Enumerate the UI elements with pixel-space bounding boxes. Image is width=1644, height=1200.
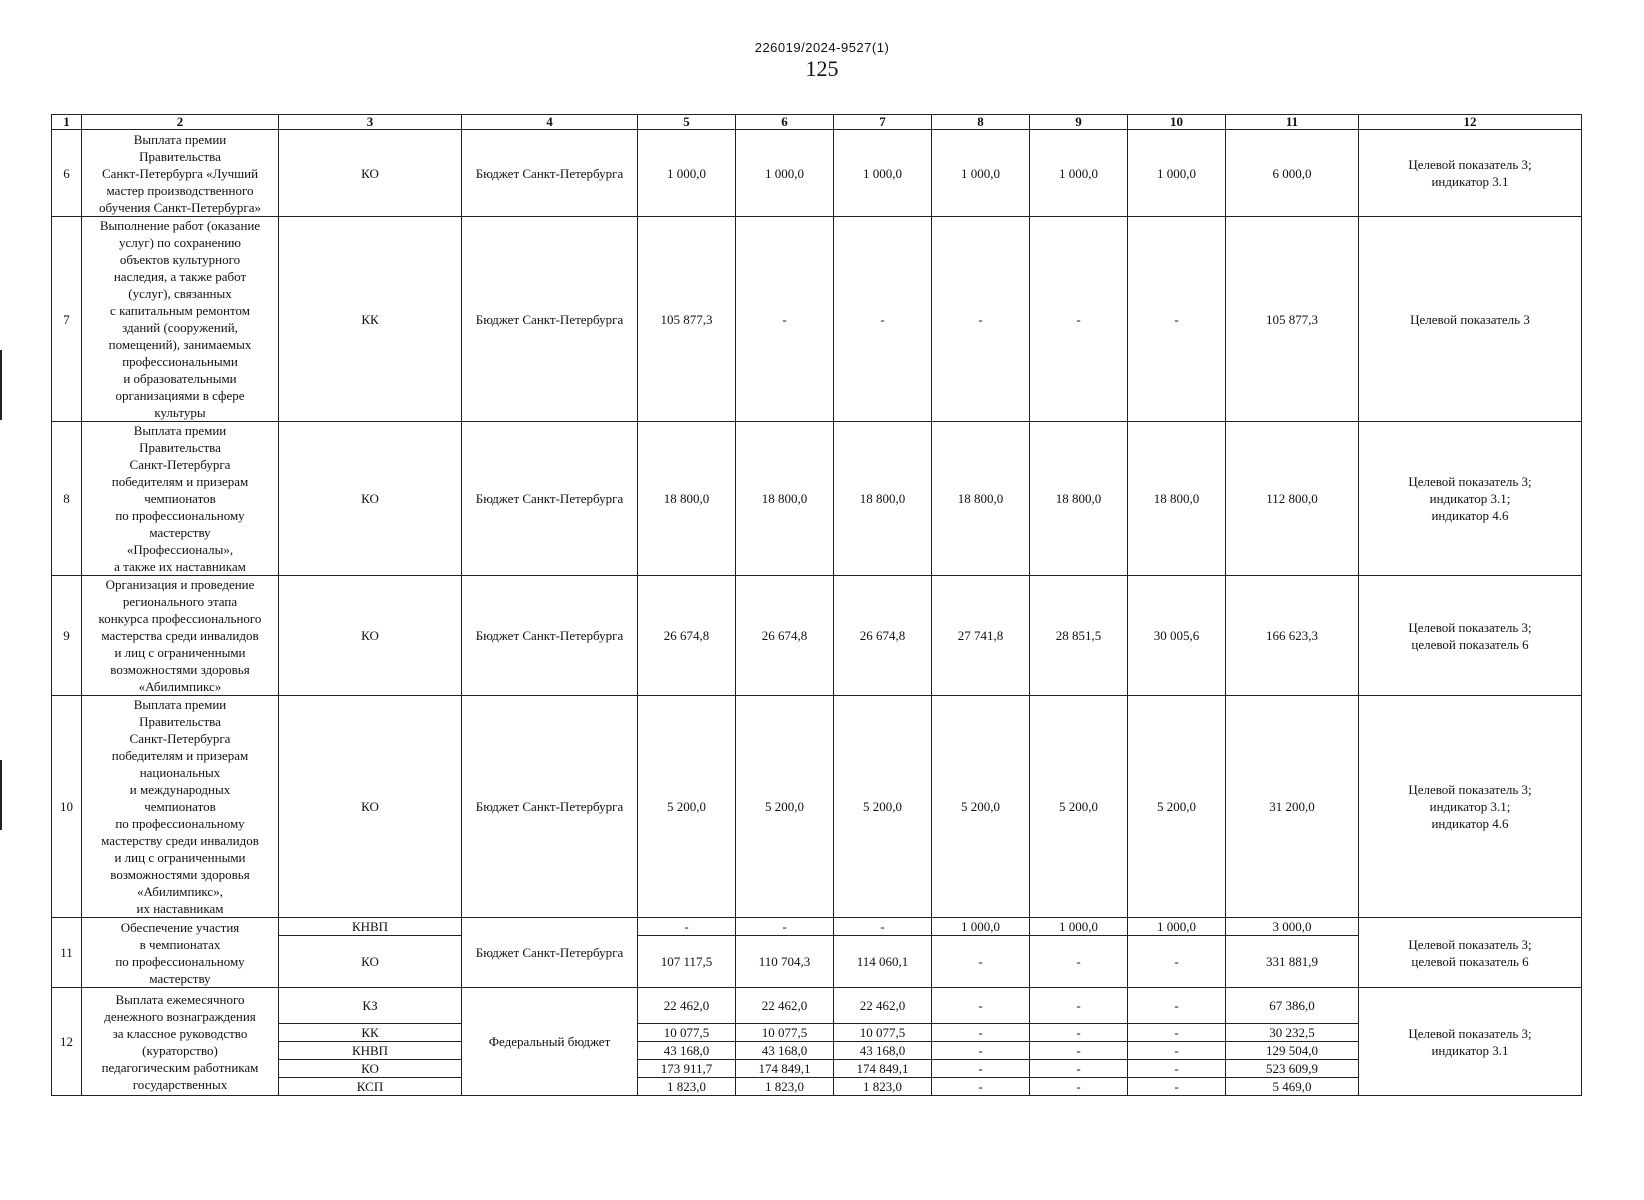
- activity-name-line: Выплата ежемесячного: [115, 991, 245, 1007]
- column-header: 12: [1359, 115, 1582, 130]
- year-value: 5 200,0: [932, 696, 1030, 918]
- year-value: 107 117,5: [638, 936, 736, 988]
- row-number: 12: [52, 988, 82, 1096]
- table-row: [52, 918, 1582, 936]
- total-value: 105 877,3: [1226, 217, 1359, 422]
- funding-source: Бюджет Санкт-Петербурга: [462, 422, 638, 576]
- year-value: -: [932, 1042, 1030, 1060]
- activity-name-line: регионального этапа: [122, 594, 238, 609]
- activity-name: [82, 918, 279, 988]
- column-header: 8: [932, 115, 1030, 130]
- year-value: 105 877,3: [638, 217, 736, 422]
- activity-name-line: конкурса профессионального: [98, 611, 262, 626]
- year-value: 22 462,0: [638, 988, 736, 1024]
- total-value: 523 609,9: [1226, 1060, 1359, 1078]
- indicators: [1359, 130, 1582, 217]
- activity-name-line: государственных: [132, 1076, 228, 1092]
- activity-name-line: по профессиональному: [115, 508, 245, 523]
- document-id: 226019/2024-9527(1): [754, 40, 890, 55]
- indicator-line: индикатор 4.6: [1431, 508, 1509, 523]
- year-value: 43 168,0: [736, 1042, 834, 1060]
- column-header: 11: [1226, 115, 1359, 130]
- activity-name-line: и лиц с ограниченными: [114, 645, 246, 660]
- year-value: 1 000,0: [638, 130, 736, 217]
- table-row: [52, 1060, 1582, 1078]
- year-value: -: [932, 1060, 1030, 1078]
- indicator-line: индикатор 3.1: [1431, 174, 1509, 189]
- budget-code: КСП: [279, 1078, 462, 1096]
- funding-source: Федеральный бюджет: [462, 988, 638, 1096]
- table-row: [52, 1078, 1582, 1096]
- year-value: -: [1030, 988, 1128, 1024]
- year-value: 22 462,0: [834, 988, 932, 1024]
- indicator-line: Целевой показатель 3;: [1408, 619, 1532, 635]
- year-value: 1 000,0: [932, 918, 1030, 936]
- year-value: -: [1030, 936, 1128, 988]
- year-value: -: [1030, 1060, 1128, 1078]
- activity-name: [82, 576, 279, 696]
- row-number: 6: [52, 130, 82, 217]
- budget-code: КК: [279, 217, 462, 422]
- activity-name: [82, 217, 279, 422]
- activity-name-line: культуры: [154, 405, 206, 420]
- indicator-line: целевой показатель 6: [1411, 636, 1529, 652]
- budget-code: КЗ: [279, 988, 462, 1024]
- column-number-row: [52, 115, 1582, 130]
- year-value: 26 674,8: [638, 576, 736, 696]
- column-header: 2: [82, 115, 279, 130]
- activity-name-line: Санкт-Петербурга «Лучший: [101, 165, 259, 181]
- year-value: 43 168,0: [638, 1042, 736, 1060]
- year-value: -: [932, 1024, 1030, 1042]
- activity-name-line: их наставникам: [136, 901, 224, 916]
- total-value: 129 504,0: [1226, 1042, 1359, 1060]
- budget-code: КК: [279, 1024, 462, 1042]
- budget-code: КО: [279, 936, 462, 988]
- total-value: 30 232,5: [1226, 1024, 1359, 1042]
- table-row: [52, 130, 1582, 217]
- year-value: 1 823,0: [834, 1078, 932, 1096]
- year-value: 1 823,0: [736, 1078, 834, 1096]
- scan-edge-mark: [0, 760, 2, 830]
- activity-name-line: и образовательными: [123, 371, 237, 386]
- budget-code: КО: [279, 1060, 462, 1078]
- year-value: 10 077,5: [834, 1024, 932, 1042]
- activity-name-line: Выплата премии: [133, 697, 227, 712]
- activity-name-line: и лиц с ограниченными: [114, 850, 246, 865]
- year-value: 5 200,0: [638, 696, 736, 918]
- activity-name: [82, 130, 279, 217]
- indicator-line: Целевой показатель 3;: [1408, 936, 1532, 952]
- year-value: 110 704,3: [736, 936, 834, 988]
- total-value: 112 800,0: [1226, 422, 1359, 576]
- year-value: -: [834, 918, 932, 936]
- year-value: -: [1128, 1060, 1226, 1078]
- year-value: 5 200,0: [1128, 696, 1226, 918]
- activity-name-line: услуг) по сохранению: [119, 235, 241, 250]
- scan-edge-mark: [0, 350, 2, 420]
- indicator-line: Целевой показатель 3;: [1408, 782, 1532, 797]
- activity-name-line: Выполнение работ (оказание: [99, 218, 261, 233]
- row-number: 9: [52, 576, 82, 696]
- year-value: 1 000,0: [932, 130, 1030, 217]
- budget-code: КНВП: [279, 918, 462, 936]
- column-header: 1: [52, 115, 82, 130]
- activity-name-line: Организация и проведение: [105, 577, 255, 592]
- activity-name: [82, 422, 279, 576]
- year-value: -: [1030, 1042, 1128, 1060]
- indicator-line: индикатор 3.1;: [1429, 799, 1511, 814]
- activity-name-line: мастер производственного: [106, 182, 254, 198]
- activity-name-line: (услуг), связанных: [128, 286, 232, 301]
- budget-code: КО: [279, 130, 462, 217]
- total-value: 331 881,9: [1226, 936, 1359, 988]
- activity-name-line: Выплата премии: [133, 423, 227, 438]
- total-value: 6 000,0: [1226, 130, 1359, 217]
- activity-name: [82, 696, 279, 918]
- year-value: -: [1128, 988, 1226, 1024]
- year-value: 1 000,0: [1030, 130, 1128, 217]
- activity-name-line: Правительства: [139, 440, 221, 455]
- activity-name-line: объектов культурного: [119, 252, 241, 267]
- year-value: -: [1128, 936, 1226, 988]
- year-value: 114 060,1: [834, 936, 932, 988]
- indicator-line: Целевой показатель 3;: [1408, 474, 1532, 489]
- year-value: 173 911,7: [638, 1060, 736, 1078]
- year-value: 10 077,5: [638, 1024, 736, 1042]
- table-row: [52, 576, 1582, 696]
- total-value: 31 200,0: [1226, 696, 1359, 918]
- activity-name-line: мастерству среди инвалидов: [101, 833, 259, 848]
- year-value: 18 800,0: [638, 422, 736, 576]
- year-value: -: [1030, 217, 1128, 422]
- year-value: -: [932, 217, 1030, 422]
- activity-name-line: Санкт-Петербурга: [129, 731, 231, 746]
- activity-name-line: национальных: [139, 765, 221, 780]
- year-value: 10 077,5: [736, 1024, 834, 1042]
- activity-name-line: мастерству: [149, 525, 211, 540]
- year-value: -: [932, 936, 1030, 988]
- year-value: 174 849,1: [736, 1060, 834, 1078]
- year-value: 18 800,0: [1030, 422, 1128, 576]
- indicator-line: целевой показатель 6: [1411, 953, 1529, 969]
- table-row: [52, 936, 1582, 988]
- activity-name-line: за классное руководство: [112, 1025, 248, 1041]
- year-value: 22 462,0: [736, 988, 834, 1024]
- activity-name-line: помещений), занимаемых: [108, 337, 252, 352]
- activity-name-line: Правительства: [139, 148, 221, 164]
- indicators: [1359, 988, 1582, 1096]
- year-value: 1 000,0: [736, 130, 834, 217]
- activity-name-line: мастерства среди инвалидов: [101, 628, 259, 643]
- year-value: 5 200,0: [1030, 696, 1128, 918]
- budget-code: КО: [279, 696, 462, 918]
- year-value: -: [1030, 1024, 1128, 1042]
- row-number: 8: [52, 422, 82, 576]
- total-value: 166 623,3: [1226, 576, 1359, 696]
- activity-name-line: Обеспечение участия: [120, 919, 240, 935]
- indicators: [1359, 576, 1582, 696]
- total-value: 67 386,0: [1226, 988, 1359, 1024]
- year-value: 1 000,0: [1128, 918, 1226, 936]
- activity-name-line: чемпионатов: [144, 799, 216, 814]
- funding-source: Бюджет Санкт-Петербурга: [462, 696, 638, 918]
- year-value: -: [1128, 1042, 1226, 1060]
- year-value: 1 000,0: [1030, 918, 1128, 936]
- year-value: -: [736, 217, 834, 422]
- activity-name-line: Выплата премии: [133, 131, 227, 147]
- activity-name-line: Правительства: [139, 714, 221, 729]
- budget-table: [51, 114, 1582, 1096]
- column-header: 9: [1030, 115, 1128, 130]
- activity-name-line: в чемпионатах: [139, 936, 221, 952]
- year-value: -: [736, 918, 834, 936]
- indicator-line: индикатор 3.1: [1431, 1042, 1509, 1058]
- year-value: 5 200,0: [834, 696, 932, 918]
- indicator-line: Целевой показатель 3: [1410, 311, 1530, 327]
- year-value: -: [1128, 1078, 1226, 1096]
- activity-name-line: профессиональными: [122, 354, 238, 369]
- table-row: [52, 696, 1582, 918]
- year-value: -: [932, 988, 1030, 1024]
- year-value: 43 168,0: [834, 1042, 932, 1060]
- activity-name-line: «Абилимпикс»,: [137, 884, 223, 899]
- activity-name-line: обучения Санкт-Петербурга»: [99, 199, 261, 215]
- activity-name-line: по профессиональному: [115, 953, 245, 969]
- year-value: 18 800,0: [932, 422, 1030, 576]
- year-value: 1 823,0: [638, 1078, 736, 1096]
- activity-name-line: организациями в сфере: [115, 388, 245, 403]
- page-number: 125: [805, 56, 839, 81]
- row-number: 7: [52, 217, 82, 422]
- column-header: 6: [736, 115, 834, 130]
- activity-name: [82, 988, 279, 1096]
- budget-code: КНВП: [279, 1042, 462, 1060]
- total-value: 3 000,0: [1226, 918, 1359, 936]
- activity-name-line: мастерству: [149, 970, 211, 986]
- year-value: 18 800,0: [834, 422, 932, 576]
- year-value: 26 674,8: [834, 576, 932, 696]
- funding-source: Бюджет Санкт-Петербурга: [462, 130, 638, 217]
- year-value: 30 005,6: [1128, 576, 1226, 696]
- table-row: [52, 1042, 1582, 1060]
- budget-code: КО: [279, 576, 462, 696]
- year-value: 5 200,0: [736, 696, 834, 918]
- activity-name-line: педагогическим работникам: [101, 1059, 259, 1075]
- activity-name-line: (кураторство): [142, 1042, 218, 1058]
- indicators: [1359, 696, 1582, 918]
- activity-name-line: «Абилимпикс»: [138, 679, 222, 694]
- year-value: 1 000,0: [1128, 130, 1226, 217]
- column-header: 3: [279, 115, 462, 130]
- column-header: 10: [1128, 115, 1226, 130]
- activity-name-line: с капитальным ремонтом: [110, 303, 250, 318]
- year-value: 18 800,0: [736, 422, 834, 576]
- table-row: [52, 1024, 1582, 1042]
- activity-name-line: «Профессионалы»,: [126, 542, 234, 557]
- year-value: 1 000,0: [834, 130, 932, 217]
- year-value: -: [1128, 217, 1226, 422]
- indicators: [1359, 422, 1582, 576]
- funding-source: Бюджет Санкт-Петербурга: [462, 576, 638, 696]
- row-number: 10: [52, 696, 82, 918]
- activity-name-line: Санкт-Петербурга: [129, 457, 231, 472]
- year-value: -: [638, 918, 736, 936]
- indicator-line: Целевой показатель 3;: [1408, 157, 1532, 172]
- activity-name-line: наследия, а также работ: [113, 269, 247, 284]
- year-value: 26 674,8: [736, 576, 834, 696]
- row-number: 11: [52, 918, 82, 988]
- activity-name-line: победителям и призерам: [111, 748, 249, 763]
- year-value: -: [1030, 1078, 1128, 1096]
- table-row: [52, 422, 1582, 576]
- year-value: 28 851,5: [1030, 576, 1128, 696]
- year-value: -: [834, 217, 932, 422]
- table-row: [52, 217, 1582, 422]
- year-value: 27 741,8: [932, 576, 1030, 696]
- year-value: -: [932, 1078, 1030, 1096]
- indicator-line: Целевой показатель 3;: [1408, 1025, 1532, 1041]
- activity-name-line: по профессиональному: [115, 816, 245, 831]
- funding-source: Бюджет Санкт-Петербурга: [462, 217, 638, 422]
- activity-name-line: денежного вознаграждения: [104, 1008, 256, 1024]
- activity-name-line: и международных: [129, 782, 231, 797]
- column-header: 5: [638, 115, 736, 130]
- indicators: [1359, 918, 1582, 988]
- table-row: [52, 988, 1582, 1024]
- indicators: [1359, 217, 1582, 422]
- activity-name-line: возможностями здоровья: [110, 867, 250, 882]
- activity-name-line: зданий (сооружений,: [122, 320, 238, 335]
- total-value: 5 469,0: [1226, 1078, 1359, 1096]
- column-header: 4: [462, 115, 638, 130]
- budget-code: КО: [279, 422, 462, 576]
- funding-source: Бюджет Санкт-Петербурга: [462, 918, 638, 988]
- year-value: 174 849,1: [834, 1060, 932, 1078]
- activity-name-line: возможностями здоровья: [110, 662, 250, 677]
- year-value: 18 800,0: [1128, 422, 1226, 576]
- year-value: -: [1128, 1024, 1226, 1042]
- column-header: 7: [834, 115, 932, 130]
- activity-name-line: победителям и призерам: [111, 474, 249, 489]
- activity-name-line: а также их наставникам: [114, 559, 246, 574]
- indicator-line: индикатор 3.1;: [1429, 491, 1511, 506]
- activity-name-line: чемпионатов: [144, 491, 216, 506]
- indicator-line: индикатор 4.6: [1431, 816, 1509, 831]
